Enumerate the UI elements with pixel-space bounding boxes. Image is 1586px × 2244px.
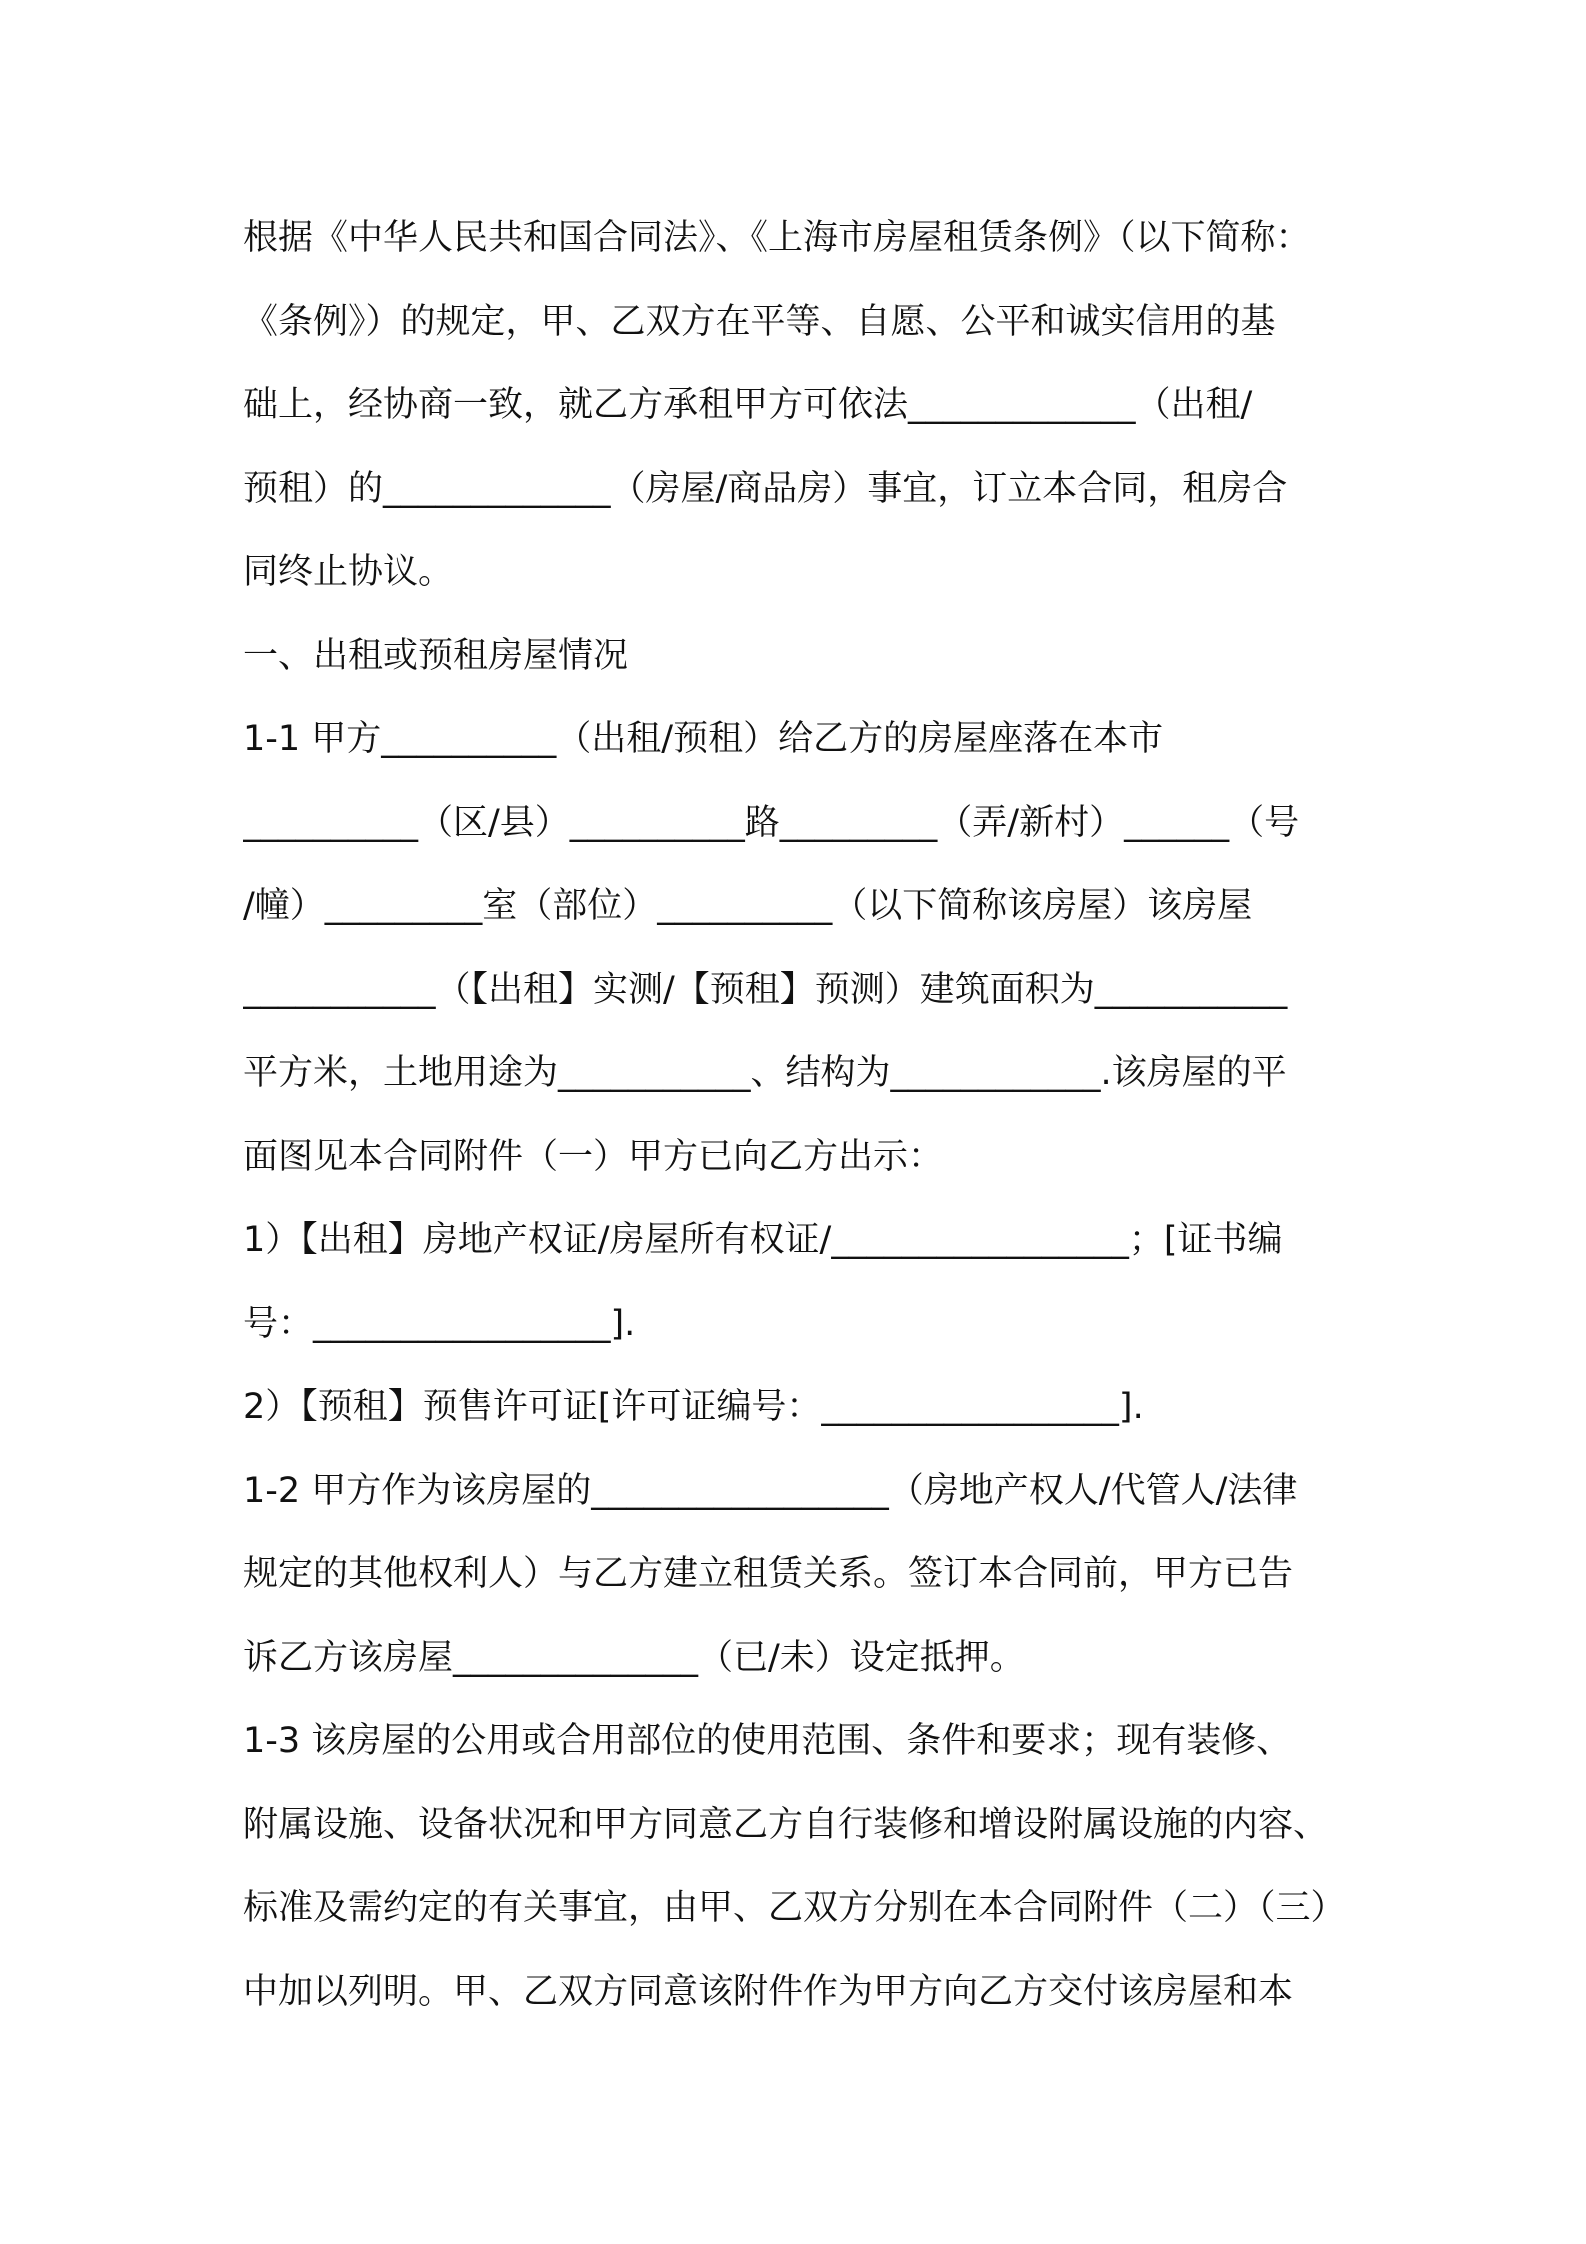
text-line: 面图见本合同附件（一）甲方已向乙方出示： [243, 1136, 944, 1177]
text-line: ___________（【出租】实测/【预租】预测）建筑面积为___________ [243, 969, 1288, 1010]
text-line: 根据《中华人民共和国合同法》、《上海市房屋租赁条例》（以下简称： [243, 218, 1311, 258]
text-line: 2）【预租】预售许可证[许可证编号：_________________]. [243, 1387, 1144, 1427]
document-body [243, 197, 1365, 2034]
text-line: __________（区/县）__________路_________（弄/新村）______（号 [243, 802, 1300, 843]
text-line: 平方米，土地用途为___________、结构为____________.该房屋的平 [243, 1053, 1287, 1093]
text-line: 号：_________________]. [243, 1303, 636, 1344]
text-line: 诉乙方该房屋______________（已/未）设定抵押。 [243, 1637, 1025, 1678]
text-line: 中加以列明。甲、乙双方同意该附件作为甲方向乙方交付该房屋和本 [243, 1971, 1294, 2012]
text-line: 《条例》）的规定，甲、乙双方在平等、自愿、公平和诚实信用的基 [243, 301, 1276, 342]
text-line: /幢）_________室（部位）__________（以下简称该房屋）该房屋 [243, 886, 1253, 926]
text-line: 标准及需约定的有关事宜，由甲、乙双方分别在本合同附件（二）（三） [243, 1888, 1346, 1928]
text-line: 1-2 甲方作为该房屋的_________________（房地产权人/代管人/法律 [243, 1470, 1298, 1511]
text-line: 础上，经协商一致，就乙方承租甲方可依法_____________（出租/ [243, 385, 1253, 425]
text-line: 同终止协议。 [243, 552, 454, 592]
text-line: 1-3 该房屋的公用或合用部位的使用范围、条件和要求；现有装修、 [243, 1721, 1292, 1761]
text-line: 规定的其他权利人）与乙方建立租赁关系。签订本合同前，甲方已告 [243, 1554, 1294, 1594]
section-heading: 一、出租或预租房屋情况 [243, 635, 629, 676]
text-line: 1）【出租】房地产权证/房屋所有权证/_________________；[证书编 [243, 1220, 1283, 1260]
text-line: 预租）的_____________（房屋/商品房）事宜，订立本合同，租房合 [243, 468, 1288, 509]
text-line: 1-1 甲方__________（出租/预租）给乙方的房屋座落在本市 [243, 719, 1164, 759]
text-line: 附属设施、设备状况和甲方同意乙方自行装修和增设附属设施的内容、 [243, 1804, 1329, 1845]
